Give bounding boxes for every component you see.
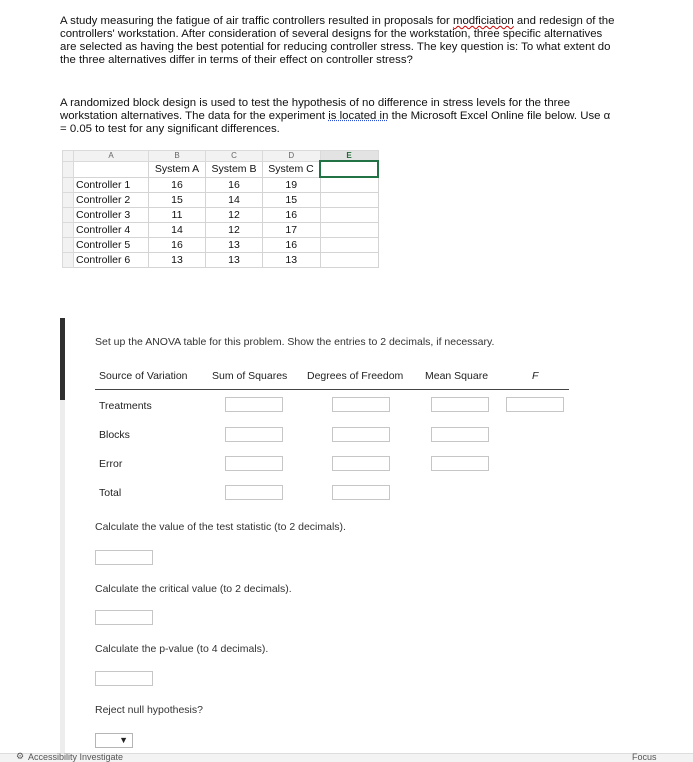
cell[interactable]: 19 (263, 177, 321, 193)
row-label[interactable]: Controller 5 (74, 238, 149, 253)
cell[interactable] (320, 208, 378, 223)
row-blocks: Blocks (99, 429, 130, 441)
intro-paragraph-1: A study measuring the fatigue of air traffic controllers resulted in proposals for modficiation and redesign of the controllers' workstation. After consideration of several designs for the workstation, three specific alternatives are selected as having the best potential for reducing controller stress. The key question is: To what extent do the three alternatives differ in terms of their effect on controller stress? (60, 15, 615, 66)
sheet-corner (63, 151, 74, 162)
cell[interactable]: 17 (263, 223, 321, 238)
error-ms-input[interactable] (431, 456, 489, 471)
question-panel-border (60, 400, 65, 755)
test-stat-prompt: Calculate the value of the test statistic (to 2 decimals). (95, 521, 346, 533)
p-value-prompt: Calculate the p-value (to 4 decimals). (95, 643, 269, 655)
critical-value-input[interactable] (95, 610, 153, 625)
cell[interactable] (320, 193, 378, 208)
header-df: Degrees of Freedom (307, 370, 404, 382)
cell[interactable]: 12 (206, 223, 263, 238)
p-value-input[interactable] (95, 671, 153, 686)
cell[interactable]: 16 (263, 238, 321, 253)
cell[interactable] (320, 253, 378, 268)
treatments-ss-input[interactable] (225, 397, 283, 412)
blocks-df-input[interactable] (332, 427, 390, 442)
cell[interactable]: 16 (206, 177, 263, 193)
blocks-ss-input[interactable] (225, 427, 283, 442)
anova-instruction: Set up the ANOVA table for this problem. Show the entries to 2 decimals, if necessary. (95, 336, 495, 348)
cell[interactable]: 13 (263, 253, 321, 268)
treatments-f-input[interactable] (506, 397, 564, 412)
cell[interactable]: 15 (149, 193, 206, 208)
cell[interactable] (320, 238, 378, 253)
col-header-c: C (206, 151, 263, 162)
cell[interactable]: 13 (206, 238, 263, 253)
question-marker (60, 318, 65, 400)
row-label[interactable]: Controller 1 (74, 177, 149, 193)
excel-file-link[interactable]: is located in (328, 110, 389, 122)
cell[interactable] (74, 161, 149, 177)
critical-value-prompt: Calculate the critical value (to 2 decimals). (95, 583, 292, 595)
blocks-ms-input[interactable] (431, 427, 489, 442)
total-df-input[interactable] (332, 485, 390, 500)
error-df-input[interactable] (332, 456, 390, 471)
cell[interactable]: 14 (149, 223, 206, 238)
accessibility-icon: ⚙ (16, 751, 25, 761)
focus-button[interactable]: Focus (632, 752, 657, 762)
misspelled-word: modficiation (452, 15, 514, 27)
cell[interactable]: 14 (206, 193, 263, 208)
header-cell[interactable]: System B (206, 161, 263, 177)
col-header-d: D (263, 151, 321, 162)
row-treatments: Treatments (99, 400, 152, 412)
cell[interactable]: 12 (206, 208, 263, 223)
cell[interactable]: 11 (149, 208, 206, 223)
row-total: Total (99, 487, 122, 499)
row-error: Error (99, 458, 123, 470)
row-label[interactable]: Controller 3 (74, 208, 149, 223)
treatments-ms-input[interactable] (431, 397, 489, 412)
active-cell[interactable] (320, 161, 378, 177)
cell[interactable]: 13 (206, 253, 263, 268)
col-header-e: E (320, 151, 378, 162)
header-ms: Mean Square (425, 370, 489, 382)
cell[interactable]: 16 (149, 238, 206, 253)
cell[interactable]: 16 (149, 177, 206, 193)
row-label[interactable]: Controller 6 (74, 253, 149, 268)
cell[interactable]: 16 (263, 208, 321, 223)
error-ss-input[interactable] (225, 456, 283, 471)
excel-spreadsheet[interactable] (62, 150, 379, 268)
header-cell[interactable]: System C (263, 161, 321, 177)
col-header-b: B (149, 151, 206, 162)
accessibility-link[interactable]: Accessibility Investigate (28, 752, 124, 762)
total-ss-input[interactable] (225, 485, 283, 500)
header-ss: Sum of Squares (212, 370, 288, 382)
cell[interactable]: 15 (263, 193, 321, 208)
intro-paragraph-2: A randomized block design is used to test the hypothesis of no difference in stress levels for the three workstation alternatives. The data for the experiment is located in the Microsoft Excel Online file below. Use α = 0.05 to test for any significant differences. (60, 97, 611, 135)
test-stat-input[interactable] (95, 550, 153, 565)
header-source: Source of Variation (99, 370, 188, 382)
chevron-down-icon: ▼ (119, 735, 128, 745)
cell[interactable]: 13 (149, 253, 206, 268)
header-cell[interactable]: System A (149, 161, 206, 177)
row-label[interactable]: Controller 4 (74, 223, 149, 238)
reject-dropdown[interactable] (95, 733, 133, 748)
treatments-df-input[interactable] (332, 397, 390, 412)
header-f: F (532, 370, 539, 382)
col-header-a: A (74, 151, 149, 162)
cell[interactable] (320, 223, 378, 238)
header-divider (95, 389, 569, 390)
reject-prompt: Reject null hypothesis? (95, 704, 203, 716)
cell[interactable] (320, 177, 378, 193)
row-label[interactable]: Controller 2 (74, 193, 149, 208)
